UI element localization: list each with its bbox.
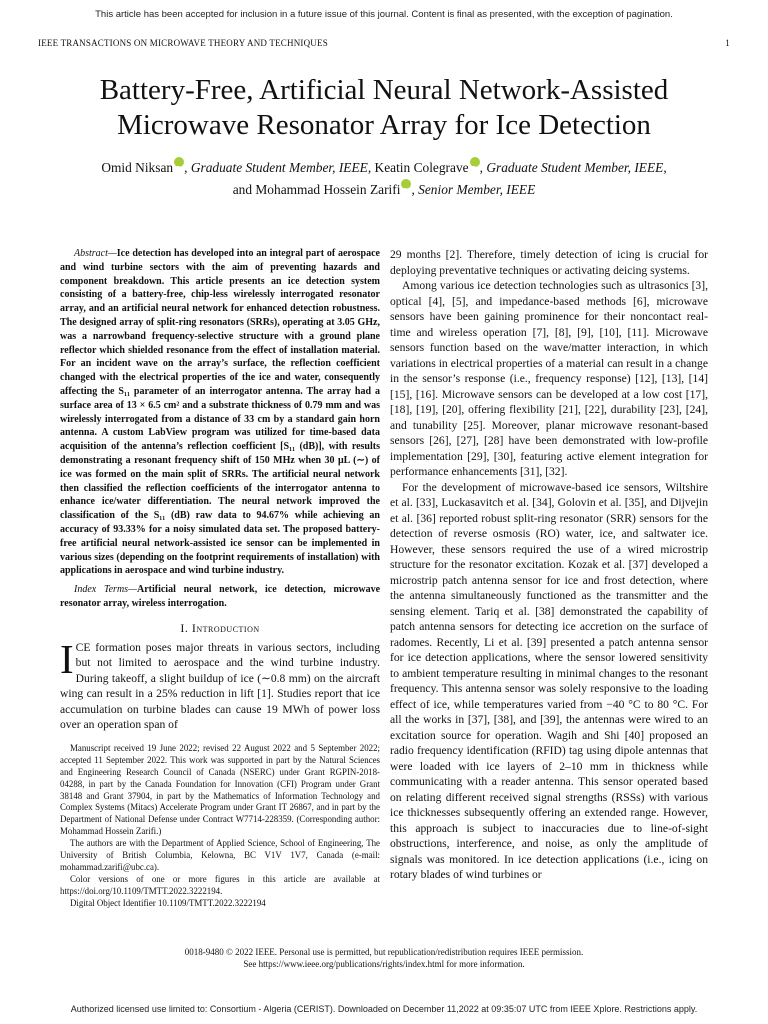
- copyright-notice: 0018-9480 © 2022 IEEE. Personal use is permitted, but republication/redistribution requires IEEE permission. See https://www.ieee.org/publications/rights/index.html for more information.: [184, 947, 584, 969]
- orcid-icon[interactable]: [401, 179, 411, 189]
- footnote-color: Color versions of one or more figures in this article are available at https://doi.org/10.1109/TMTT.2022.3222194.: [60, 873, 380, 896]
- orcid-icon[interactable]: [174, 157, 184, 167]
- index-terms: Index Terms—Artificial neural network, ice detection, microwave resonator array, wireless interrogation.: [60, 584, 381, 609]
- orcid-icon[interactable]: [470, 157, 480, 167]
- body-paragraph: For the development of microwave-based ice sensors, Wiltshire et al. [33], Luckasavitch et al. [34], Golovin et al. [35], and Dijvejin et al. [36] reported robust split-ring resonator (SRR) sensors for the detection of reverse osmosis (RO) water, ice, and saltwater ice. However, these sensors required the use of a wired microstrip structure for the resonator excitation. Kozak et al. [37] developed a microstrip patch antenna sensor for ice and frost detection, where the antenna simultaneously functioned as the transmitter and the sensing element. Tariq et al. [38] demonstrated the capability of patch antenna sensors for detecting ice accretion on the surface of radomes. Recently, Li et al. [39] presented a patch antenna sensor for ice detection applications, where the sensor lowered sensitivity to ambient temperature resulting in minimal changes to the resonant frequency. This antenna sensor was solely responsive to the loading effect of ice, while temperatures varied from −40 °C to 80 °C. For all the works in [37], [38], and [39], the antennas were wired to an excitation source for operation. Wagih and Shi [40] proposed an radio frequency identification (RFID) tag using dipole antennas that were loaded with ice layers of 2–10 mm in thickness while communicating with a reader antenna. This sensor operated based on relating different received signal strengths (RSSs) with various ice thicknesses subsequently offering an extended range. However, this approach is subject to inaccuracies due to line-of-sight obstructions, interference, and noise, as only the amplitude of signals was monitored. In ice detection applications (i.e., icing on rotary blades of wind turbines or: [390, 480, 708, 881]
- footnote-manuscript: Manuscript received 19 June 2022; revised 22 August 2022 and 5 September 2022; accepted 11 September 2022. This work was supported in part by the Natural Sciences and Engineering Research Council of Canada (NSERC) under Grant RGPIN-2018-04288, in part by the Canada Foundation for Innovation (CFI) Program under Grant 38148 and Grant 37904, in part by the Mathematics of Information Technology and Complex Systems (Mitacs) Accelerate Program under Grant IT 26867, and in part by the Department of National Defense under Contract W7714-228359. (Corresponding author: Mohammad Hossein Zarifi.): [60, 742, 380, 837]
- author-name: Mohammad Hossein Zarifi: [255, 182, 401, 197]
- page-number: 1: [725, 38, 730, 48]
- footnote-affiliation: The authors are with the Department of Applied Science, School of Engineering, The University of British Columbia, Kelowna, BC V1V 1V7, Canada (e-mail: mohammad.zarifi@ubc.ca).: [60, 838, 380, 872]
- footnotes: [60, 743, 380, 910]
- running-head: [38, 38, 730, 48]
- author-name: Keatin Colegrave: [374, 160, 469, 175]
- acceptance-notice: This article has been accepted for inclusion in a future issue of this journal. Content is final as presented, with the exception of pagination.: [95, 9, 673, 20]
- paper-title: Battery-Free, Artificial Neural Network-Assisted Microwave Resonator Array for Ice Detection: [99, 74, 669, 141]
- left-column: [60, 247, 380, 910]
- author-membership: Graduate Student Member, IEEE: [190, 160, 368, 175]
- author-membership: Senior Member, IEEE: [418, 182, 536, 197]
- journal-name: IEEE TRANSACTIONS ON MICROWAVE THEORY AND TECHNIQUES: [38, 38, 328, 48]
- body-paragraph: Among various ice detection technologies such as ultrasonics [3], optical [4], [5], and impedance-based methods [6], microwave sensors have been gaining prominence for their noncontact real-time and wireless operation [7], [8], [9], [10], [11]. Microwave sensors function based on the wave/matter interaction, in which variations in electrical properties of a material can result in a change in the sensor’s response (i.e., frequency response) [12], [13], [14] [15], [16]. Microwave sensors can be developed at a low cost [17], [18], [19], [20], offering flexibility [21], [22], durability [23], [24], and tunability [25]. Moreover, planar microwave resonant-based sensors [26], [27], [28] have been demonstrated with low-profile implementation [29], [30], featuring active element integration for performance enhancements [31], [32].: [390, 279, 708, 478]
- body-paragraph: 29 months [2]. Therefore, timely detection of icing is crucial for deploying preventative techniques or activating deicing systems.: [390, 248, 708, 277]
- author-list: Omid NiksaniD , Graduate Student Member, IEEE, Keatin ColegraveiD , Graduate Student Member, IEEE, and Mohammad Hossein ZarifiiD , Senior Member, IEEE: [40, 157, 728, 201]
- author-name: Omid Niksan: [101, 160, 174, 175]
- introduction-paragraph: ICE formation poses major threats in various sectors, including but not limited to aerospace and the wind turbine industry. During takeoff, a slight buildup of ice (∼0.8 mm) on the aircraft wing can result in a 25% reduction in lift [1]. Studies report that ice accumulation on turbine blades can cause 19 MWh of power loss over an operation span of: [60, 635, 380, 732]
- drop-cap: I: [60, 635, 74, 682]
- footnote-doi: Digital Object Identifier 10.1109/TMTT.2022.3222194: [70, 897, 266, 908]
- right-column: [390, 247, 708, 883]
- section-heading: I. Introduction: [180, 620, 260, 635]
- license-notice: Authorized licensed use limited to: Consortium - Algeria (CERIST). Downloaded on December 11,2022 at 09:35:07 UTC from IEEE Xplore. Restrictions apply.: [70, 1004, 698, 1014]
- author-membership: Graduate Student Member, IEEE: [486, 160, 664, 175]
- abstract: Abstract—Ice detection has developed into an integral part of aerospace and wind turbine sectors with the aim of preventing hazards and component breakdown. This article presents an ice detection system consisting of a battery-free, chip-less wirelessly interrogated resonator array, and an artificial neural network for enhanced detection robustness. The designed array of split-ring resonators (SRRs), operating at 3.05 GHz, was a narrowband frequency-selective structure with a ground plane reflector which shielded resonance from the effect of installation material. For an incident wave on the array’s surface, the reflection coefficient changed with the electrical properties of the ice and water, consequently affecting the S₁₁ parameter of an interrogator antenna. The array had a surface area of 13 × 6.5 cm² and a substrate thickness of 0.79 mm and was wirelessly interrogated from a distance of 33 cm by a standard gain horn antenna. A custom LabView program was utilized for time-based data acquisition of the antenna’s reflection coefficient [S₁₁ (dB)], with results demonstrating a resonant frequency shift of 150 MHz when 30 μL (∼) of ice was formed on the main split of SRRs. The artificial neural network then classified the reflection coefficients of the interrogator antenna to enhance ice/water differentiation. The neural network improved the classification of the S₁₁ (dB) raw data to 94.67% while achieving an accuracy of 93.33% for a noisy simulated data set. The proposed battery-free artificial neural network-assisted ice sensor can be implemented in various sizes (depending on the footprint requirements of installation) with applications in aerospace and wind turbine industry.: [60, 248, 380, 577]
